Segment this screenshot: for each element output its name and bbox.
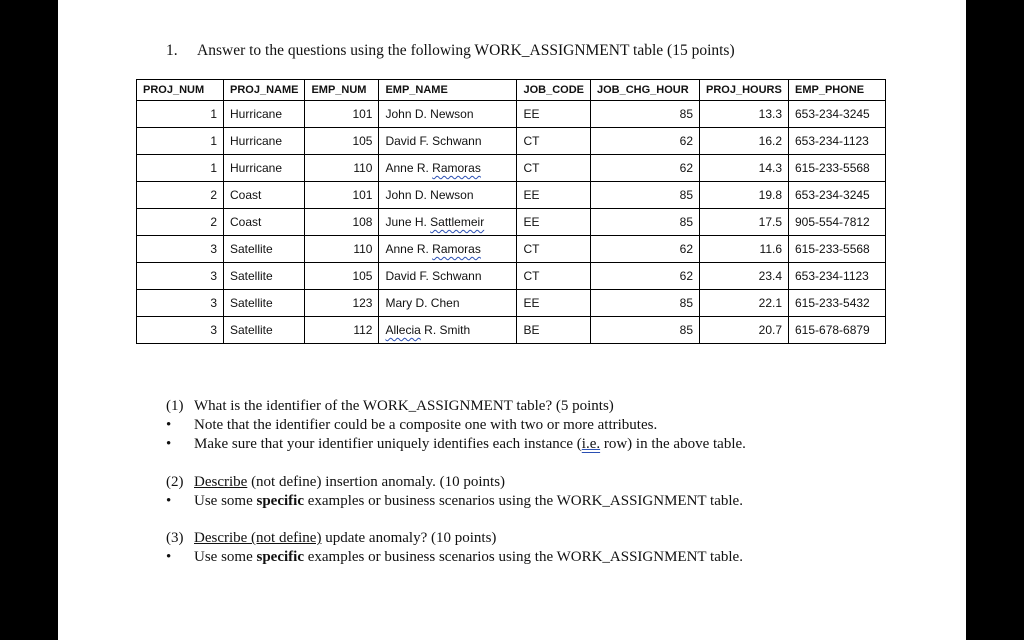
col-header-proj-name: PROJ_NAME: [224, 80, 305, 101]
document-page: [58, 0, 966, 640]
table-row: [137, 236, 886, 263]
cell-emp-phone: 905-554-7812: [789, 209, 886, 236]
spellcheck-flag: Sattlemeir: [430, 215, 485, 229]
col-header-proj-num: PROJ_NUM: [137, 80, 224, 101]
cell-emp-phone: 615-233-5568: [789, 155, 886, 182]
table-row: [137, 101, 886, 128]
cell-proj-hours: 13.3: [700, 101, 789, 128]
cell-proj-name: Satellite: [224, 236, 305, 263]
cell-proj-hours: 14.3: [700, 155, 789, 182]
cell-emp-num: 123: [305, 290, 379, 317]
cell-emp-name: Anne R. Ramoras: [379, 236, 517, 263]
cell-emp-num: 110: [305, 236, 379, 263]
cell-job-chg-hour: 62: [591, 128, 700, 155]
cell-proj-hours: 16.2: [700, 128, 789, 155]
sub1-label: (1): [166, 398, 184, 414]
col-header-emp-phone: EMP_PHONE: [789, 80, 886, 101]
table-row: [137, 263, 886, 290]
col-header-emp-name: EMP_NAME: [379, 80, 517, 101]
work-assignment-table: [136, 79, 886, 344]
sub3-text: update anomaly? (10 points): [321, 530, 497, 546]
sub3-bullet-bold: specific: [256, 549, 304, 565]
sub2-bullet-post: examples or business scenarios using the WORK_ASSIGNMENT table.: [303, 493, 743, 509]
cell-job-code: EE: [517, 182, 591, 209]
cell-proj-hours: 22.1: [700, 290, 789, 317]
cell-emp-phone: 653-234-1123: [789, 128, 886, 155]
table-row: [137, 128, 886, 155]
cell-proj-hours: 19.8: [700, 182, 789, 209]
cell-emp-num: 108: [305, 209, 379, 236]
cell-emp-name: Anne R. Ramoras: [379, 155, 517, 182]
sub3-label: (3): [166, 530, 184, 546]
bullet-icon: •: [166, 417, 172, 433]
cell-job-code: CT: [517, 155, 591, 182]
spellcheck-flag: Allecia: [385, 323, 421, 337]
cell-emp-name: John D. Newson: [379, 101, 517, 128]
cell-proj-num: 1: [137, 101, 224, 128]
cell-job-chg-hour: 85: [591, 290, 700, 317]
bullet-icon: •: [166, 549, 172, 565]
cell-proj-name: Coast: [224, 209, 305, 236]
cell-job-code: EE: [517, 209, 591, 236]
sub2-label: (2): [166, 474, 184, 490]
sub3-bullet-pre: Use some: [194, 549, 257, 565]
cell-job-chg-hour: 85: [591, 101, 700, 128]
cell-proj-name: Hurricane: [224, 101, 305, 128]
cell-emp-name: June H. Sattlemeir: [379, 209, 517, 236]
cell-proj-name: Satellite: [224, 263, 305, 290]
cell-emp-num: 101: [305, 182, 379, 209]
question-text: Answer to the questions using the following WORK_ASSIGNMENT table (15 points): [197, 42, 735, 59]
cell-proj-hours: 11.6: [700, 236, 789, 263]
cell-emp-name: Allecia R. Smith: [379, 317, 517, 344]
question-heading: [166, 42, 735, 60]
cell-proj-hours: 17.5: [700, 209, 789, 236]
cell-job-code: CT: [517, 128, 591, 155]
cell-job-code: EE: [517, 101, 591, 128]
cell-proj-name: Coast: [224, 182, 305, 209]
sub2-bullet-bold: specific: [256, 493, 304, 509]
table-row: [137, 290, 886, 317]
sub-question-1: [166, 397, 746, 454]
table-row: [137, 317, 886, 344]
sub-question-2: [166, 473, 743, 511]
col-header-job-chg-hour: JOB_CHG_HOUR: [591, 80, 700, 101]
table-row: [137, 182, 886, 209]
spellcheck-flag: Ramoras: [432, 161, 481, 175]
cell-proj-hours: 20.7: [700, 317, 789, 344]
cell-emp-phone: 653-234-3245: [789, 182, 886, 209]
cell-job-chg-hour: 62: [591, 236, 700, 263]
cell-job-chg-hour: 62: [591, 263, 700, 290]
cell-proj-num: 1: [137, 155, 224, 182]
cell-job-code: CT: [517, 236, 591, 263]
sub2-describe: Describe: [194, 474, 248, 490]
sub1-bullet2-ie: i.e.: [581, 436, 601, 452]
sub1-bullet2-post: row) in the above table.: [600, 436, 746, 452]
cell-emp-name: Mary D. Chen: [379, 290, 517, 317]
table-header-row: [137, 80, 886, 101]
table-row: [137, 209, 886, 236]
cell-proj-num: 3: [137, 236, 224, 263]
cell-emp-num: 105: [305, 263, 379, 290]
cell-proj-num: 2: [137, 209, 224, 236]
sub2-bullet-pre: Use some: [194, 493, 257, 509]
cell-emp-name: David F. Schwann: [379, 128, 517, 155]
table-body: [137, 101, 886, 344]
spellcheck-flag: Ramoras: [432, 242, 481, 256]
cell-emp-phone: 653-234-1123: [789, 263, 886, 290]
bullet-icon: •: [166, 493, 172, 509]
cell-proj-num: 3: [137, 290, 224, 317]
col-header-emp-num: EMP_NUM: [305, 80, 379, 101]
cell-job-chg-hour: 62: [591, 155, 700, 182]
cell-proj-num: 3: [137, 263, 224, 290]
cell-job-code: BE: [517, 317, 591, 344]
sub-question-3: [166, 529, 743, 567]
cell-job-chg-hour: 85: [591, 209, 700, 236]
cell-emp-num: 105: [305, 128, 379, 155]
table-row: [137, 155, 886, 182]
cell-emp-phone: 615-233-5432: [789, 290, 886, 317]
cell-emp-num: 101: [305, 101, 379, 128]
cell-proj-hours: 23.4: [700, 263, 789, 290]
cell-proj-name: Satellite: [224, 317, 305, 344]
cell-proj-name: Hurricane: [224, 128, 305, 155]
sub2-text: (not define) insertion anomaly. (10 points): [247, 474, 506, 490]
cell-proj-name: Hurricane: [224, 155, 305, 182]
cell-emp-num: 110: [305, 155, 379, 182]
bullet-icon: •: [166, 436, 172, 452]
col-header-job-code: JOB_CODE: [517, 80, 591, 101]
cell-proj-num: 3: [137, 317, 224, 344]
cell-emp-num: 112: [305, 317, 379, 344]
sub1-bullet1: Note that the identifier could be a composite one with two or more attributes.: [194, 417, 658, 433]
sub3-bullet-post: examples or business scenarios using the WORK_ASSIGNMENT table.: [303, 549, 743, 565]
cell-proj-num: 2: [137, 182, 224, 209]
cell-job-chg-hour: 85: [591, 317, 700, 344]
cell-emp-phone: 653-234-3245: [789, 101, 886, 128]
col-header-proj-hours: PROJ_HOURS: [700, 80, 789, 101]
cell-emp-phone: 615-233-5568: [789, 236, 886, 263]
cell-job-code: CT: [517, 263, 591, 290]
sub1-bullet2-pre: Make sure that your identifier uniquely identifies each instance (: [194, 436, 582, 452]
cell-job-code: EE: [517, 290, 591, 317]
cell-job-chg-hour: 85: [591, 182, 700, 209]
cell-emp-phone: 615-678-6879: [789, 317, 886, 344]
cell-proj-num: 1: [137, 128, 224, 155]
cell-emp-name: John D. Newson: [379, 182, 517, 209]
sub3-describe: Describe (not define): [194, 530, 322, 546]
cell-emp-name: David F. Schwann: [379, 263, 517, 290]
question-number: 1.: [166, 42, 178, 59]
sub1-text: What is the identifier of the WORK_ASSIGNMENT table? (5 points): [194, 398, 614, 414]
cell-proj-name: Satellite: [224, 290, 305, 317]
